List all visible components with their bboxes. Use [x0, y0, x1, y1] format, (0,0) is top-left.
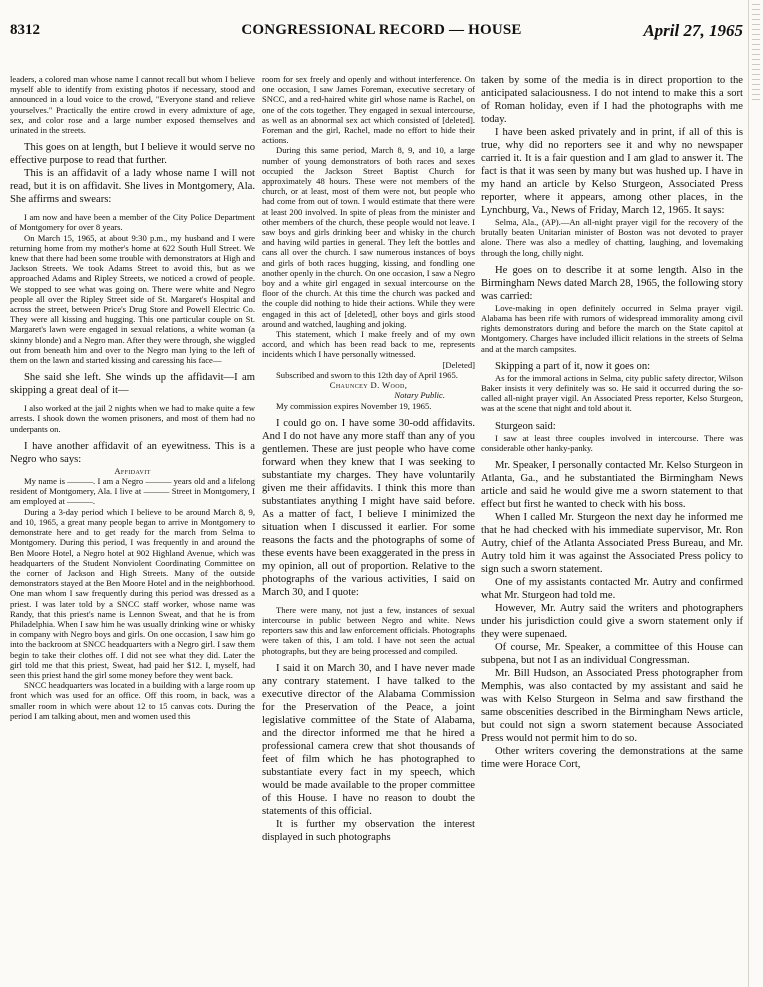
speech-paragraph: One of my assistants contacted Mr. Autry and confirmed what Mr. Sturgeon had told me.	[481, 577, 743, 602]
issue-date: April 27, 1965	[643, 21, 743, 40]
quoted-affidavit-text: room for sex freely and openly and without interference. On one occasion, I saw James Foreman, executive secretary of SNCC, and a red-haired white girl whose name is Rachel, on one of the cots together. They engaged in sexual intercourse, as well as an abnormal sex act which consisted of [deleted]. Foreman and the girl, Rachel, made no effort to hide their actions.	[262, 74, 475, 146]
quoted-affidavit-text: I am now and have been a member of the City Police Department of Montgomery for over 8 years.	[10, 212, 255, 233]
speech-paragraph: Sturgeon said:	[495, 420, 556, 432]
speech-paragraph: It is further my observation the interest displayed in such photographs	[262, 818, 475, 843]
speech-paragraph: She said she left. She winds up the affidavit—I am skipping a great deal of it—	[10, 372, 255, 397]
speech-paragraph: Of course, Mr. Speaker, a committee of this House can subpena, but not I as an individual Congressman.	[481, 642, 743, 667]
column-3	[481, 74, 743, 980]
affidavit-heading: Affidavit	[114, 465, 151, 476]
speech-paragraph: I have been asked privately and in print, if all of this is true, why did no reporters see it and why no newspaper carried it. It is a fair question and I am glad to answer it. The fact is that it was seen by many but was hushed up. I have in my hand an article by Kelso Sturgeon, Associated Press reporter, where it appears, among other places, in the Lynchburg, Va., News of Friday, March 12, 1965. It says:	[481, 127, 743, 216]
speech-paragraph: Other writers covering the demonstrations at the same time were Horace Cort,	[481, 746, 743, 771]
speech-paragraph: This goes on at length, but I believe it would serve no effective purpose to read that further.	[10, 142, 255, 167]
commission-line: My commission expires November 19, 1965.	[276, 400, 432, 411]
speech-paragraph: However, Mr. Autry said the writers and photographers under his jurisdiction could give a sworn statement only if they were supenaed.	[481, 603, 743, 641]
speech-paragraph: taken by some of the media is in direct proportion to the anticipated salaciousness. I do not intend to make this a sort of Roman holiday, even if I had the photographs with me today.	[481, 75, 743, 125]
speech-paragraph: This is an affidavit of a lady whose name I will not read, but it is on affidavit. She lives in Montgomery, Ala. She affirms and swears:	[10, 168, 255, 206]
quoted-affidavit-text: During a 3-day period which I believe to be around March 8, 9, and 10, 1965, a great many people began to arrive in Montgomery to demonstrate here and to get ready for the march from Selma to Montgomery. During this period, I was frequently in and around the Ben Moore Hotel, a Negro hotel at 902 Highland Avenue, which was headquarters of the Student Nonviolent Coordinating Committee on the corner of Jackson and High Streets. Many of the outside demonstrators stayed at the Ben Moore Hotel and in the neighborhood. One man whom I saw frequently during this period was dressed as a priest. I was later told by a SNCC staff worker, whose name was Randy, that this priest's name is Lennon Sweat, and that he is from Philadelphia. When I saw him he was usually drinking wine or whisky in company with Negro boys and girls. On one occasion, I saw him go into the backroom at SNCC headquarters with a Negro girl. I saw them begin to take their clothes off. I did not see what they did. Later the girl told me that this priest, Sweat, had paid her $12. I, myself, had seen this priest hand the girl some money before they went back.	[10, 506, 255, 680]
speech-paragraph: Skipping a part of it, now it goes on:	[495, 360, 651, 372]
quoted-affidavit-text: This statement, which I make freely and of my own accord, and which has been read back to me, represents incidents which I have personally witnessed.	[262, 329, 475, 360]
notary-name: Chauncey D. Wood,	[329, 380, 408, 391]
quoted-remarks: There were many, not just a few, instances of sexual intercourse in public between Negro and white. News reporters saw this and law enforcement officials. Photographs were taken of this, I am told. I have not seen the actual photographs, but they are being processed and compiled.	[262, 604, 475, 656]
speech-paragraph: He goes on to describe it at some length. Also in the Birmingham News dated March 28, 1965, the following story was carried:	[481, 264, 743, 302]
speech-paragraph: I could go on. I have some 30-odd affidavits. And I do not have any more staff than any of you gentlemen. These are just people who have come forward when they knew that I was seeking to substantiate my charges. They have voluntarily given me their affidavits. I think this more than substantiates anything I might have said before. As a matter of fact, I believe I minimized the situation when I discussed it earlier. For some reasons the facts and the photographs of some of these events have been exaggerated in the press in my opinion, all out of proportion. Relative to the photographs of the various activities, I said on March 30, and I quote:	[262, 417, 475, 598]
publication-title: CONGRESSIONAL RECORD — HOUSE	[241, 22, 522, 38]
quoted-affidavit-text: On March 15, 1965, at about 9:30 p.m., my husband and I were returning home from my mother's home at 622 South Hull Street. We knew that there had been some trouble with demonstrators at High and Jackson Streets. We took Adams Street to avoid this, but as we approached Adams and Ripley Streets, we noticed a crowd of people. We stopped to see what was going on. There were white and Negro people all over the Ripley Street side of St. Margaret's Hospital and across the street, between Price's Drug Store and Powell Electric Co. They were all kissing and hugging. This one particular couple on St. Margaret's lawn were engaged in sexual relations, a white woman (a skinny blonde) and a Negro man. After they were through, she wiggled out from beneath him and over to the Negro man lying to the left of them on the lawn and started kissing and caressing his face—	[10, 232, 255, 366]
column-2	[262, 74, 475, 980]
page-header	[0, 20, 763, 44]
deleted-marker: [Deleted]	[442, 359, 475, 370]
speech-paragraph: I said it on March 30, and I have never made any contrary statement. I have talked to the executive director of the Alabama Commission for the Preservation of the Peace, a joint legislative committee of the State of Alabama, and the director informed me that he hired a professional camera crew that shot thousands of feet of film which he has photographed to substantiate every fact in my speech, which would be made available to the proper committee of this House. I have no reason to doubt the statements of this official.	[262, 662, 475, 817]
speech-paragraph: I have another affidavit of an eyewitness. This is a Negro who says:	[10, 440, 255, 465]
quoted-news-article: Love-making in open definitely occurred in Selma prayer vigil. Alabama has been rife with rumors of widespread immorality among civil rights demonstrators during and before the march on the State capitol at Montgomery. Charges have included illicit relations in the streets of Selma and at the march campsites.	[481, 302, 743, 354]
quoted-affidavit-text: SNCC headquarters was located in a building with a large room up front which was used for an office. Off this room, in back, was a smaller room in which were about 12 to 15 canvas cots. During the period I am talking about, men and women used this	[10, 680, 255, 721]
quoted-news-article: As for the immoral actions in Selma, city public safety director, Wilson Baker insists it very definitely was so. He said it occurred during the so-called all-night prayer vigil. An Associated Press reporter, Kelso Sturgeon, was at the scene that night and told about it.	[481, 372, 743, 414]
quoted-news-article: Selma, Ala., (AP).—An all-night prayer vigil for the recovery of the brutally beaten Unitarian minister of Boston was not devoted to prayer alone. There was also a medley of chatting, laughing, and lovemaking through the long, chilly night.	[481, 217, 743, 258]
quoted-affidavit-text: During this same period, March 8, 9, and 10, a large number of young demonstrators of both races and sexes occupied the Jackson Street Baptist Church for approximately 48 hours. These were not members of the church, or at least, most of them were not, but people who had come from out of town. I would estimate that there were at least 200 involved. In spite of pleas from the minister and other members of the church, these people would not leave. I saw boys and girls drinking beer and whisky in the church and having wild parties in general. They left the bottles and cans all over the church. I saw numerous instances of boys and girls of both races hugging, kissing, and fondling one another openly in the church. On one occasion, I saw a Negro boy and a white girl engaged in sexual intercourse on the floor of the church. At this time the church was packed and the couple did nothing to hide their actions. While they were engaged in this act of [deleted], other boys and girls stood around and watched, laughing and joking.	[262, 145, 475, 329]
quoted-news-article: I saw at least three couples involved in intercourse. There was considerable other hanky-panky.	[481, 432, 743, 453]
column-1	[10, 74, 255, 980]
notary-title: Notary Public.	[394, 390, 445, 401]
quoted-affidavit-text: I also worked at the jail 2 nights when we had to make quite a few arrests. I shook down the women prisoners, and most of them had no underpants on.	[10, 403, 255, 434]
page-number: 8312	[10, 22, 40, 38]
quoted-affidavit-text: My name is ———. I am a Negro ——— years old and a lifelong resident of Montgomery, Ala. I live at ——— Street in Montgomery, I am employed at ———.	[10, 476, 255, 507]
speech-paragraph: Mr. Bill Hudson, an Associated Press photographer from Memphis, was also contacted by my assistant and said he was with Kelso Sturgeon in Selma and saw firsthand the same obscenities described in the Birmingham News article, but could not sign a sworn statement because Associated Press would not permit him to do so.	[481, 668, 743, 745]
scan-page-edge	[748, 0, 763, 987]
speech-paragraph: Mr. Speaker, I personally contacted Mr. Kelso Sturgeon in Atlanta, Ga., and he substantiated the Birmingham News article and said he would give me a sworn statement to that effect but first he wanted to check with his boss.	[481, 460, 743, 511]
quoted-affidavit-text: leaders, a colored man whose name I cannot recall but whom I believe myself able to identify from existing photos if necessary, stood and announced in a loud voice to the crowd, "Everyone stand and relieve yourselves." Practically the entire crowd in every admixture of age, sex, and color rose and a large number exposed themselves and urinated in the streets.	[10, 74, 255, 136]
subscribed-line: Subscribed and sworn to this 12th day of April 1965.	[276, 369, 458, 380]
speech-paragraph: When I called Mr. Sturgeon the next day he informed me that he had checked with his immediate supervisor, Mr. Ron Autry, chief of the Atlanta Associated Press Bureau, and Mr. Autry told him it was against the Associated Press policy to sign such a sworn statement.	[481, 512, 743, 576]
